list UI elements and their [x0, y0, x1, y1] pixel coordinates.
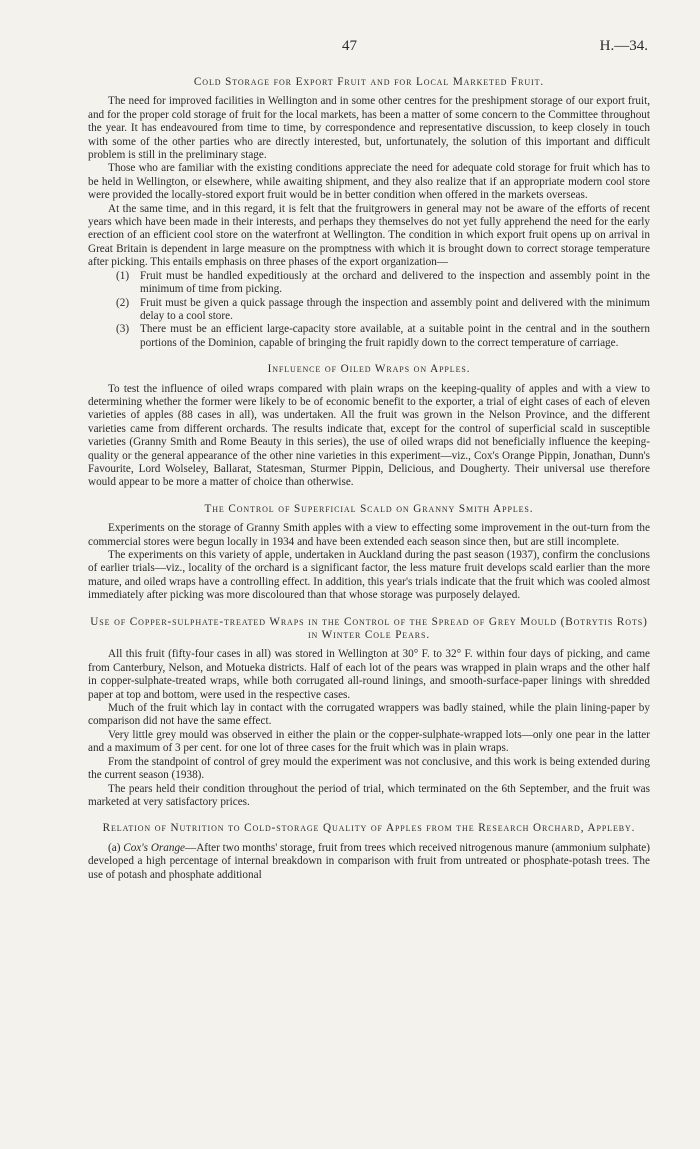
paragraph: Experiments on the storage of Granny Smith apples with a view to effecting some improvement in the out-turn from the commercial stores were begun locally in 1934 and have been extended each season since then, but are still incomplete.	[88, 522, 650, 548]
list-item-text: Fruit must be handled expeditiously at the orchard and delivered to the inspection and assembly point in the minimum of time from picking.	[140, 269, 650, 296]
section-heading: Use of Copper-sulphate-treated Wraps in the Control of the Spread of Grey Mould (Botrytis Rots) in Winter Cole Pears.	[90, 615, 648, 642]
list-item	[88, 270, 650, 297]
paragraph	[88, 842, 650, 882]
list-item	[88, 297, 650, 324]
page-body	[88, 76, 650, 895]
paragraph: The need for improved facilities in Wellington and in some other centres for the preshipment storage of our export fruit, and for the proper cold storage of fruit for the local markets, has been a matter of some concern to the Committee throughout the year. It has endeavoured from time to time, by correspondence and representative discussion, to keep closely in touch with some of the other parties who are directly interested, but, unfortunately, the solution of this important and difficult problem is still in the preliminary stage.	[88, 95, 650, 162]
section-cold-storage	[88, 76, 650, 350]
paragraph: From the standpoint of control of grey mould the experiment was not conclusive, and this work is being extended during the current season (1938).	[88, 755, 650, 782]
section-heading: The Control of Superficial Scald on Granny Smith Apples.	[204, 502, 534, 515]
paragraph: Those who are familiar with the existing conditions appreciate the need for adequate cold storage for fruit which has to be held in Wellington, or elsewhere, while awaiting shipment, and they also realize that if an appropriate modern cool store were provided the locally-stored export fruit would be in better condition when offered in the markets overseas.	[88, 162, 650, 202]
paragraph: The pears held their condition throughout the period of trial, which terminated on the 6th September, and the fruit was marketed at very satisfactory prices.	[88, 782, 650, 808]
paragraph: Very little grey mould was observed in either the plain or the copper-sulphate-wrapped lots—only one pear in the latter and a maximum of 3 per cent. for one lot of three cases for the fruit which was in plain wraps.	[88, 728, 650, 755]
section-heading: Cold Storage for Export Fruit and for Local Marketed Fruit.	[193, 76, 545, 88]
list-item-number: (3)	[116, 323, 130, 336]
document-reference: H.—34.	[599, 38, 648, 54]
section-heading: Influence of Oiled Wraps on Apples.	[267, 363, 471, 376]
lead-label: (a)	[108, 841, 121, 854]
paragraph: Much of the fruit which lay in contact with the corrugated wrappers was badly stained, while the plain lining-paper by comparison did not have the same effect.	[88, 702, 650, 728]
variety-name: Cox's Orange	[123, 841, 186, 854]
list-item-number: (1)	[116, 269, 130, 282]
list-item-text: There must be an efficient large-capacity store available, at a suitable point in the central and in the southern portions of the Dominion, capable of bringing the fruit rapidly down to the correct temperature of carriage.	[140, 323, 650, 349]
page-number: 47	[342, 38, 357, 54]
lead-text: —After two months' storage, fruit from trees which received nitrogenous manure (ammonium sulphate) developed a high percentage of internal breakdown in comparison with fruit from untreated or phosphate-potash trees. The use of potash and phosphate additional	[88, 841, 650, 881]
paragraph: All this fruit (fifty-four cases in all) was stored in Wellington at 30° F. to 32° F. within four days of picking, and came from Canterbury, Nelson, and Motueka districts. Half of each lot of the pears was wrapped in plain wraps and the other half in copper-sulphate-treated wraps, while both corrugated all-round linings, and smooth-surface-paper linings with shredded paper at top and bottom, were used in the respective cases.	[88, 648, 650, 701]
paragraph: At the same time, and in this regard, it is felt that the fruitgrowers in general may not be aware of the efforts of recent years which have been made in their interests, and perhaps they themselves do not yet fully apprehend the need for the early erection of an efficient cool store on the waterfront at Wellington. The condition in which export fruit opens up on arrival in Great Britain is dependent in large measure on the promptness with which it is brought down to correct storage temperature after picking. This entails emphasis on three phases of the export organization—	[88, 202, 650, 269]
list-item-number: (2)	[116, 296, 130, 309]
paragraph: The experiments on this variety of apple, undertaken in Auckland during the past season (1937), confirm the conclusions of earlier trials—viz., locality of the orchard is a significant factor, the less mature fruit develops scald earlier than the more mature, and oiled wraps have a controlling effect. In addition, this year's trials indicate that the fruit which was cooled almost immediately after picking was more discoloured than that whose storage was purposely delayed.	[88, 549, 650, 602]
list-item	[88, 323, 650, 350]
section-oiled-wraps	[88, 363, 650, 490]
section-grey-mould	[88, 616, 650, 810]
page-header	[0, 40, 700, 60]
section-nutrition	[88, 822, 650, 882]
section-superficial-scald	[88, 503, 650, 603]
section-heading: Relation of Nutrition to Cold-storage Quality of Apples from the Research Orchard, Appleby.	[102, 822, 636, 835]
paragraph: To test the influence of oiled wraps compared with plain wraps on the keeping-quality of apples and with a view to determining whether the former were likely to be of economic benefit to the exporter, a trial of eight cases of each of eleven varieties of apples (88 cases in all), was undertaken. All the fruit was grown in the Nelson Province, and the different varieties came from different orchards. The results indicate that, except for the control of superficial scald in susceptible varieties (Granny Smith and Rome Beauty in this series), the use of oiled wraps did not beneficially influence the keeping-quality or the general appearance of the other nine varieties in this experiment—viz., Cox's Orange Pippin, Jonathan, Dunn's Favourite, Lord Wolseley, Ballarat, Statesman, Sturmer Pippin, Delicious, and Dougherty. Their universal use therefore would appear to be more a matter of choice than otherwise.	[88, 382, 650, 489]
export-phases-list	[88, 270, 650, 350]
list-item-text: Fruit must be given a quick passage through the inspection and assembly point and delivered with the minimum delay to a cool store.	[140, 296, 650, 322]
